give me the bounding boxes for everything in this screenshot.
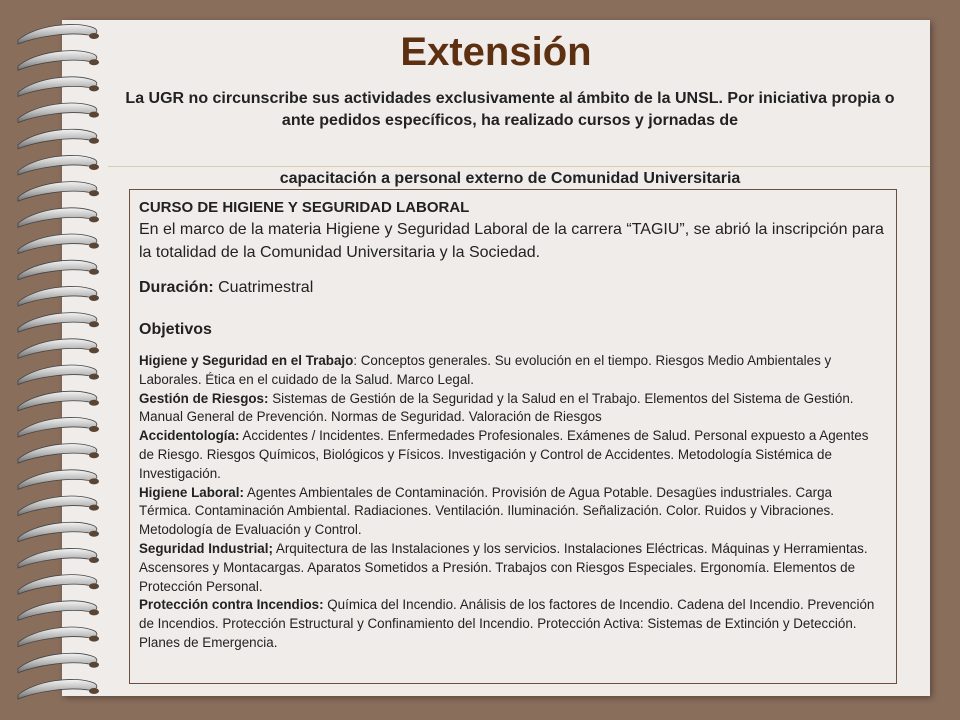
topic-text: Química del Incendio. Análisis de los factores de Incendio. Cadena del Incendio. Prevención de Incendios. Protección Estructural y Confinamiento del Incendio. Protección Activa: Sistemas de Extinción y Detección. Planes de Emergencia. — [139, 597, 875, 650]
spiral-ring — [18, 627, 97, 647]
intro-text: La UGR no circunscribe sus actividades exclusivamente al ámbito de la UNSL. Por iniciativa propia o ante pedidos específicos, ha realizado cursos y jornadas de — [125, 90, 895, 129]
spiral-ring — [18, 313, 97, 333]
spiral-hole — [89, 269, 99, 275]
page-title: Extensión — [400, 30, 592, 74]
spiral-ring — [18, 496, 97, 516]
spiral-ring — [18, 103, 97, 123]
spiral-ring — [18, 679, 97, 699]
objectives-title: Objetivos — [139, 321, 212, 338]
spiral-ring — [18, 155, 97, 175]
divider — [108, 166, 930, 167]
course-box — [129, 189, 897, 684]
list-item — [139, 540, 887, 596]
objectives-list — [139, 352, 887, 653]
spiral-ring — [18, 417, 97, 437]
course-duration — [139, 278, 887, 298]
spiral-ring — [18, 286, 97, 306]
spiral-ring — [18, 365, 97, 385]
spiral-hole — [89, 636, 99, 642]
spiral-hole — [89, 295, 99, 301]
spiral-hole — [89, 609, 99, 615]
duration-value: Cuatrimestral — [218, 279, 314, 296]
spiral-ring — [18, 522, 97, 542]
topic-name: Higiene Laboral: — [139, 484, 244, 500]
spiral-ring — [18, 653, 97, 673]
spiral-ring — [18, 339, 97, 359]
spiral-hole — [89, 112, 99, 118]
topic-text: Arquitectura de las Instalaciones y los servicios. Instalaciones Eléctricas. Máquinas y Herramientas. Ascensores y Montacargas. Aparatos Sometidos a Presión. Trabajos con Riesgos Especiales. Ergonomía. Elementos de Protección Personal. — [139, 540, 868, 594]
spiral-hole — [89, 688, 99, 694]
course-description: En el marco de la materia Higiene y Seguridad Laboral de la carrera “TAGIU”, se abrió la inscripción para la totalidad de la Comunidad Universitaria y la Sociedad. — [139, 221, 884, 261]
list-item — [139, 390, 887, 428]
spiral-hole — [89, 243, 99, 249]
spiral-hole — [89, 478, 99, 484]
spiral-hole — [89, 85, 99, 91]
spiral-hole — [89, 583, 99, 589]
duration-label: Duración: — [139, 279, 214, 296]
spiral-hole — [89, 347, 99, 353]
course-title: CURSO DE HIGIENE Y SEGURIDAD LABORAL — [139, 199, 470, 216]
spiral-hole — [89, 505, 99, 511]
spiral-ring — [18, 444, 97, 464]
spiral-ring — [18, 234, 97, 254]
spiral-ring — [18, 391, 97, 411]
spiral-ring — [18, 77, 97, 97]
spiral-ring — [18, 260, 97, 280]
spiral-hole — [89, 164, 99, 170]
spiral-hole — [89, 662, 99, 668]
list-item — [139, 596, 887, 652]
spiral-hole — [89, 216, 99, 222]
topic-name: Protección contra Incendios: — [139, 597, 324, 613]
spiral-ring — [18, 129, 97, 149]
spiral-ring — [18, 575, 97, 595]
topic-name: Seguridad Industrial; — [139, 540, 273, 556]
topic-name: Higiene y Seguridad en el Trabajo — [139, 353, 354, 368]
spiral-hole — [89, 321, 99, 327]
intro-text-last-line: capacitación a personal externo de Comunidad Universitaria — [279, 170, 741, 187]
spiral-hole — [89, 557, 99, 563]
spiral-ring — [18, 208, 97, 228]
spiral-ring — [18, 601, 97, 621]
topic-text: Agentes Ambientales de Contaminación. Provisión de Agua Potable. Desagües industriales. Carga Térmica. Contaminación Ambiental. Radiaciones. Ventilación. Iluminación. Señalización. Color. Ruidos y Vibraciones. Metodología de Evaluación y Control. — [139, 484, 834, 538]
topic-text: Accidentes / Incidentes. Enfermedades Profesionales. Exámenes de Salud. Personal expuesto a Agentes de Riesgo. Riesgos Químicos, Biológicos y Físicos. Investigación y Control de Accidentes. Metodología Sistémica de Investigación. — [139, 428, 869, 481]
spiral-ring — [18, 182, 97, 202]
topic-name: Accidentología: — [139, 428, 240, 444]
spiral-hole — [89, 190, 99, 196]
topic-text: Sistemas de Gestión de la Seguridad y la Salud en el Trabajo. Elementos del Sistema de Gestión. Manual General de Prevención. Normas de Seguridad. Valoración de Riesgos — [139, 390, 854, 425]
spiral-ring — [18, 548, 97, 568]
spiral-hole — [89, 400, 99, 406]
spiral-hole — [89, 374, 99, 380]
topic-text: : Conceptos generales. Su evolución en el tiempo. Riesgos Medio Ambientales y Laborales. Ética en el cuidado de la Salud. Marco Legal. — [139, 353, 832, 387]
list-item — [139, 352, 887, 390]
spiral-hole — [89, 138, 99, 144]
topic-name: Gestión de Riesgos: — [139, 390, 269, 406]
spiral-ring — [18, 470, 97, 490]
spiral-hole — [89, 531, 99, 537]
spiral-hole — [89, 426, 99, 432]
spiral-binding-icon — [14, 0, 114, 720]
spiral-hole — [89, 452, 99, 458]
list-item — [139, 484, 887, 540]
list-item — [139, 427, 887, 483]
